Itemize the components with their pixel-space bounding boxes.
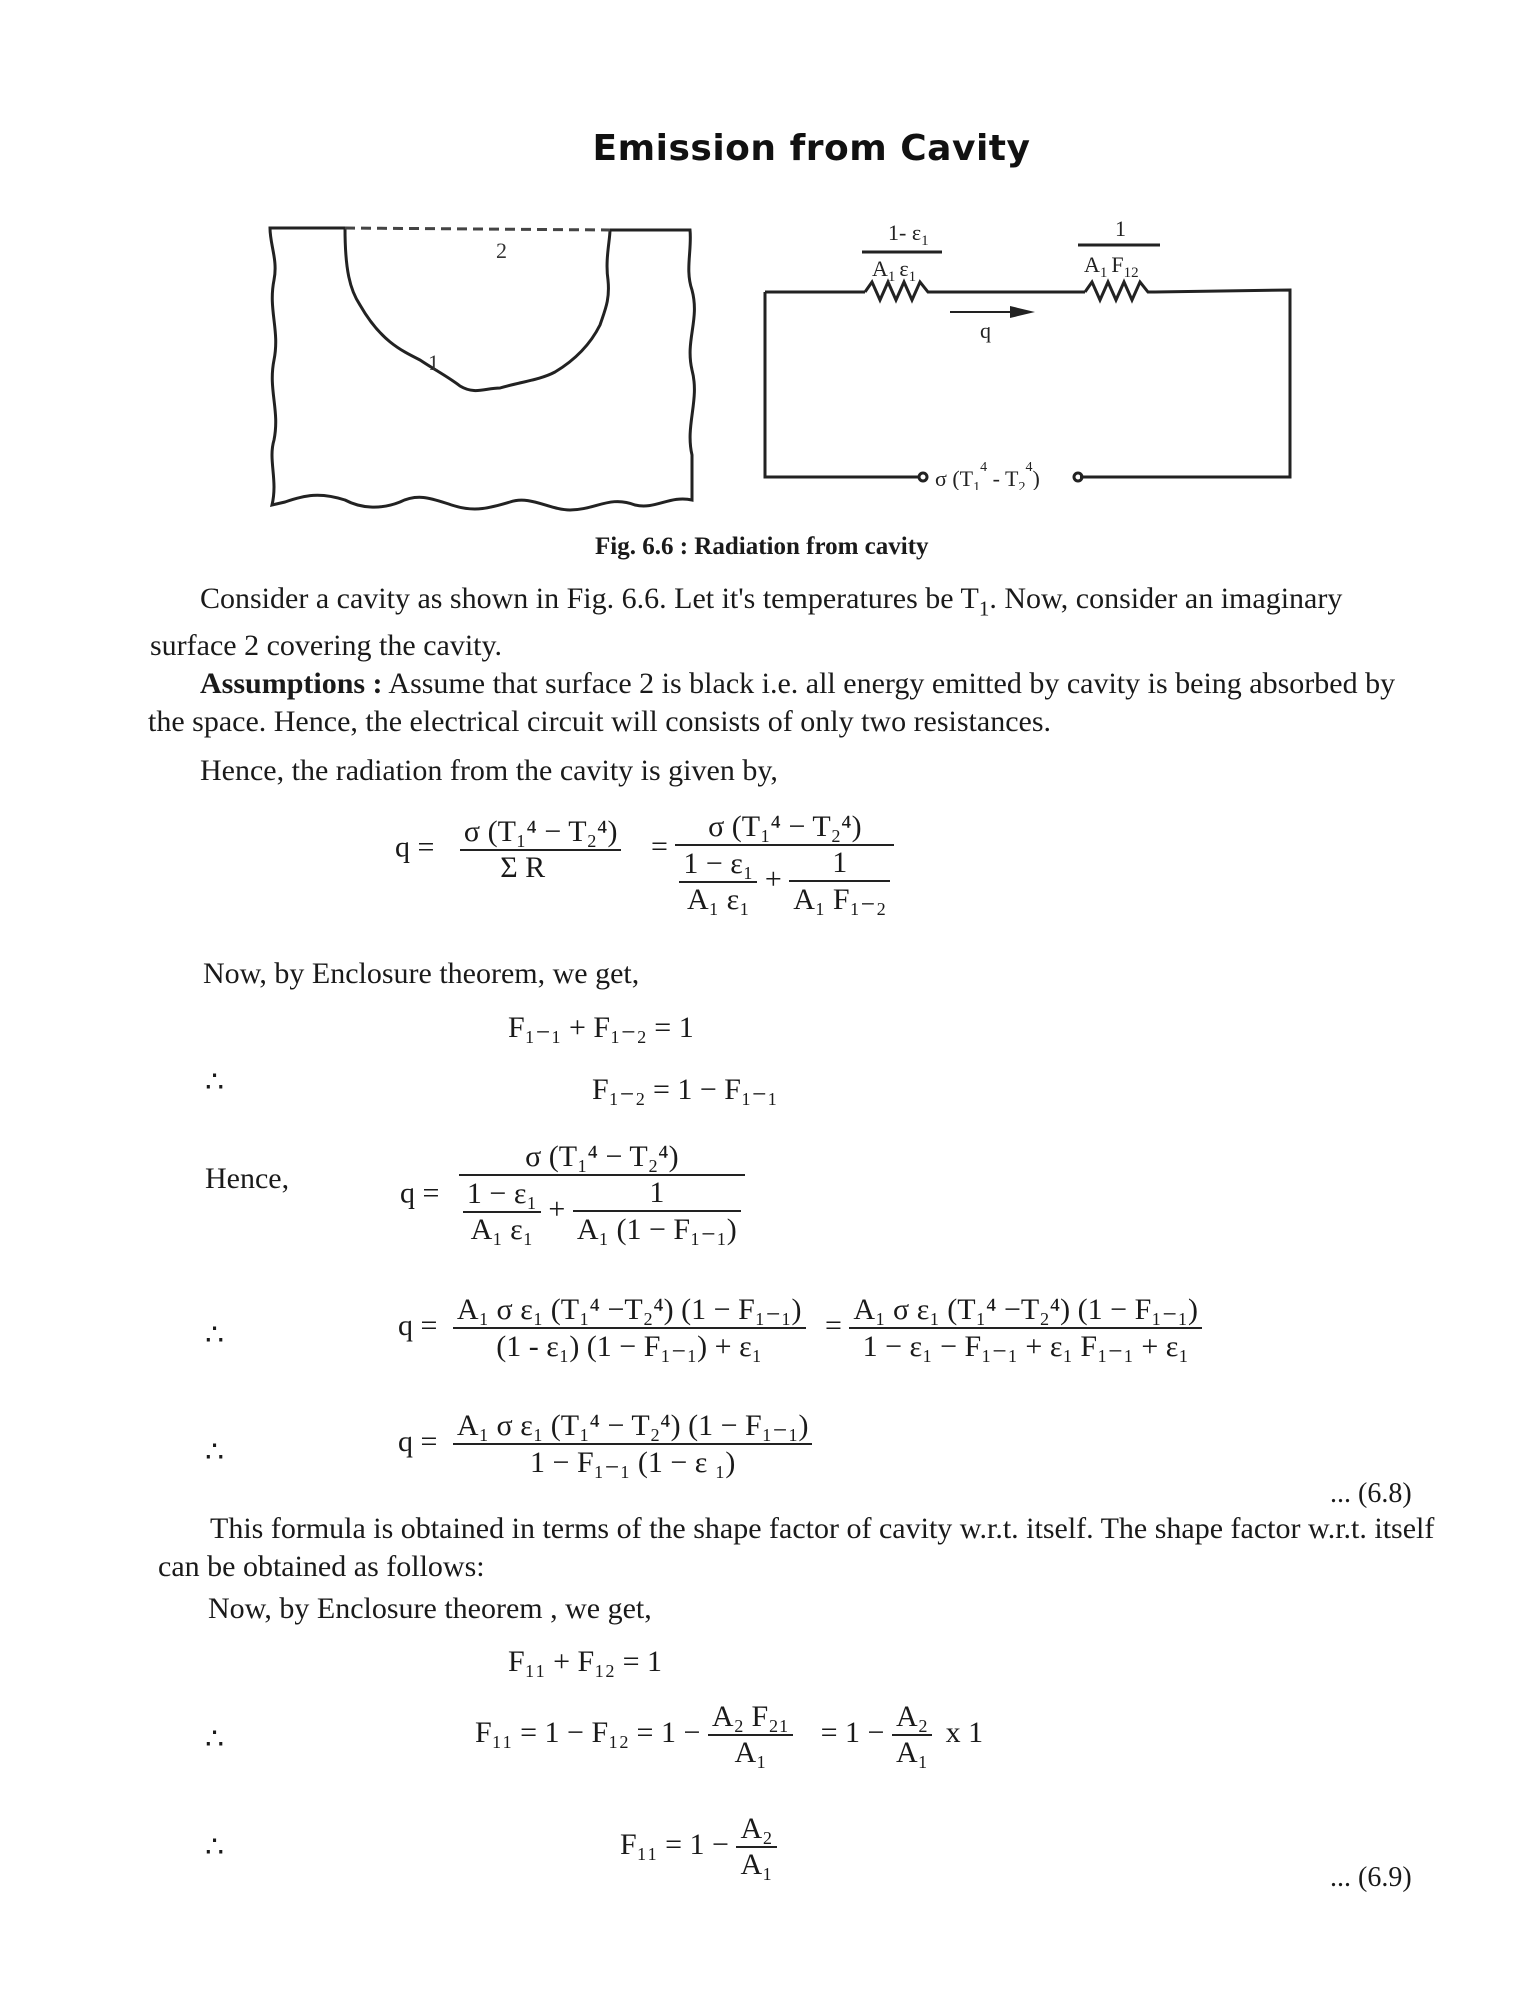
paragraph-enclosure-1: Now, by Enclosure theorem, we get,	[203, 957, 640, 990]
potential-label: σ (T	[935, 466, 974, 490]
svg-text:A1ε1: $A_1$ $\varepsilon_1$	[872, 256, 917, 285]
equation-f11-f12-sum: F₁₁ + F₁₂ = 1	[508, 1645, 663, 1678]
resistor-1-numerator: 1- ε	[888, 220, 922, 245]
equation-f11-result: F₁₁ = 1 − $\frac{\text{A₂}}{\text{A₁}}$	[620, 1812, 777, 1882]
therefore-symbol: ∴	[205, 1831, 225, 1864]
equation-f12: F₁₋₂ = 1 − F₁₋₁	[592, 1073, 778, 1106]
paragraph-shape-factor: This formula is obtained in terms of the shape factor of cavity w.r.t. itself. The shape factor w.r.t. itself can be obtained as follows:	[158, 1512, 1435, 1583]
paragraph-radiation: Hence, the radiation from the cavity is given by,	[200, 754, 778, 787]
resistor-2-zigzag	[1085, 282, 1155, 300]
terminal-right	[1074, 473, 1082, 481]
flow-arrow-head-icon	[1010, 306, 1035, 318]
svg-text:A1F12: $A_1$ $F_{12}$	[1084, 252, 1139, 281]
resistor-1-zigzag	[865, 282, 935, 300]
equation-q-sum-r: q = $\frac{\text{σ (T₁⁴ − T₂⁴)}}{\text{Σ R}}$ = σ (T₁⁴ − T₂⁴) $\frac{\text{1 − ε₁}}{\text{A₁ ε₁}}$ + $\frac{1}{\text{A₁ F₁₋₂}}$	[395, 810, 894, 917]
circuit-wire	[765, 292, 920, 477]
page-title: Emission from Cavity	[592, 128, 1031, 169]
therefore-symbol: ∴	[205, 1436, 225, 1469]
svg-text:σ (T14 - T24): σ $(T_1^4 - T_2^4)$	[935, 460, 1040, 490]
circuit-wire	[1080, 290, 1290, 477]
paragraph-intro: Consider a cavity as shown in Fig. 6.6. Let it's temperatures be $T_1$. Now, consider an imaginary surface 2 covering the cavity.	[150, 582, 1343, 663]
surface-2-dashed-line	[345, 228, 610, 230]
surface-2-label: 2	[496, 238, 507, 263]
equation-q-substituted: q = σ (T₁⁴ − T₂⁴) $\frac{\text{1 − ε₁}}{\text{A₁ ε₁}}$ + $\frac{1}{\text{A₁ (1 − F₁₋₁)}}$	[400, 1140, 745, 1247]
circuit-diagram	[750, 210, 1310, 490]
equation-q-final: q = $\frac{\text{A₁ σ ε₁ (T₁⁴ − T₂⁴) (1 − F₁₋₁)}}{\text{1 − F₁₋₁ (1 − ε ₁)}}$	[398, 1408, 812, 1480]
equation-number-6-8: ... (6.8)	[1330, 1478, 1412, 1509]
cavity-outer-outline	[270, 228, 694, 510]
resistor-2-denominator: A	[1084, 252, 1100, 277]
therefore-symbol: ∴	[205, 1066, 225, 1099]
paragraph-assumptions: Assumptions : Assume that surface 2 is black i.e. all energy emitted by cavity is being absorbed by the space. Hence, the electrical circuit will consists of only two resistances.	[148, 667, 1396, 738]
resistor-1-denominator: A	[872, 256, 888, 281]
cavity-diagram	[260, 210, 720, 530]
surface-1-label: 1	[428, 350, 439, 375]
resistor-2-numerator: 1	[1115, 216, 1126, 241]
therefore-symbol: ∴	[205, 1723, 225, 1756]
assumptions-label: Assumptions :	[200, 667, 383, 700]
terminal-left	[919, 473, 927, 481]
hence-label: Hence,	[205, 1162, 290, 1195]
flow-label: q	[980, 318, 991, 343]
equation-f11-derivation: F₁₁ = 1 − F₁₂ = 1 − $\frac{\text{A₂ F₂₁}}{\text{A₁}}$ = 1 − $\frac{\text{A₂}}{\text{A₁}}$ x 1	[475, 1700, 984, 1769]
therefore-symbol: ∴	[205, 1319, 225, 1352]
svg-text:1- ε1: 1- $\varepsilon_1$	[888, 220, 929, 249]
figure-caption: Fig. 6.6 : Radiation from cavity	[595, 533, 929, 560]
equation-number-6-9: ... (6.9)	[1330, 1862, 1412, 1893]
equation-enclosure-sum: F₁₋₁ + F₁₋₂ = 1	[508, 1011, 694, 1044]
equation-q-expanded: q = $\frac{\text{A₁ σ ε₁ (T₁⁴ −T₂⁴) (1 − F₁₋₁)}}{\text{(1 - ε₁) (1 − F₁₋₁) + ε₁}}$ = $\frac{\text{A₁ σ ε₁ (T₁⁴ −T₂⁴) (1 − F₁₋₁)}}{\text{1 − ε₁ − F₁₋₁ + ε₁ F₁₋₁ + ε₁}}$	[398, 1292, 1202, 1364]
paragraph-enclosure-2: Now, by Enclosure theorem , we get,	[208, 1592, 652, 1625]
